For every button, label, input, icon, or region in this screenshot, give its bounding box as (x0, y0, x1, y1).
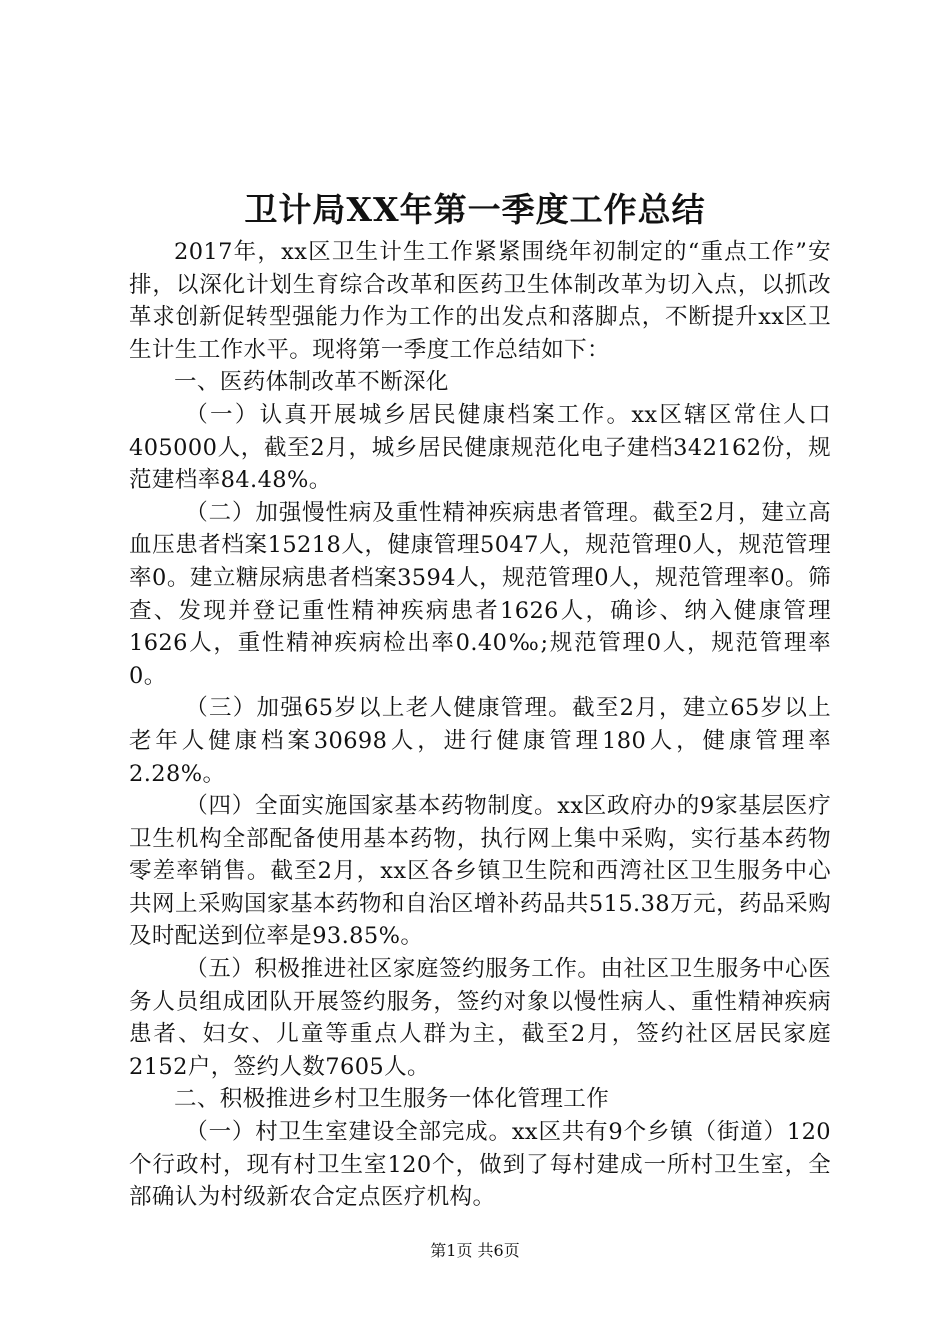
document-body (129, 236, 831, 1214)
subsection-paragraph: （四）全面实施国家基本药物制度。xx区政府办的9家基层医疗卫生机构全部配备使用基本药物，执行网上集中采购，实行基本药物零差率销售。截至2月，xx区各乡镇卫生院和西湾社区卫生服务中心共网上采购国家基本药物和自治区增补药品共515.38万元，药品采购及时配送到位率是93.85%。 (129, 793, 831, 950)
subsection-paragraph: （一）认真开展城乡居民健康档案工作。xx区辖区常住人口405000人，截至2月，城乡居民健康规范化电子建档342162份，规范建档率84.48%。 (129, 401, 831, 494)
section-heading-2: 二、积极推进乡村卫生服务一体化管理工作 (174, 1086, 610, 1113)
section-heading-1: 一、医药体制改革不断深化 (174, 369, 449, 396)
intro-paragraph: 2017年，xx区卫生计生工作紧紧围绕年初制定的“重点工作”安排，以深化计划生育综合改革和医药卫生体制改革为切入点，以抓改革求创新促转型强能力作为工作的出发点和落脚点，不断提升xx区卫生计生工作水平。现将第一季度工作总结如下： (129, 239, 831, 363)
page-footer: 第1页 共6页 (430, 1241, 520, 1260)
subsection-paragraph: （一）村卫生室建设全部完成。xx区共有9个乡镇（街道）120个行政村，现有村卫生室120个，做到了每村建成一所村卫生室，全部确认为村级新农合定点医疗机构。 (129, 1119, 831, 1211)
subsection-paragraph: （三）加强65岁以上老人健康管理。截至2月，建立65岁以上老年人健康档案30698人，进行健康管理180人，健康管理率2.28%。 (129, 695, 831, 787)
subsection-paragraph: （二）加强慢性病及重性精神疾病患者管理。截至2月，建立高血压患者档案15218人，健康管理5047人，规范管理0人，规范管理率0。建立糖尿病患者档案3594人，规范管理0人，规范管理率0。筛查、发现并登记重性精神疾病患者1626人，确诊、纳入健康管理1626人，重性精神疾病检出率0.40‰;规范管理0人，规范管理率0。 (129, 499, 831, 689)
document-title: 卫计局XX年第一季度工作总结 (244, 190, 706, 229)
subsection-paragraph: （五）积极推进社区家庭签约服务工作。由社区卫生服务中心医务人员组成团队开展签约服务，签约对象以慢性病人、重性精神疾病患者、妇女、儿童等重点人群为主，截至2月，签约社区居民家庭2152户，签约人数7605人。 (129, 956, 831, 1080)
